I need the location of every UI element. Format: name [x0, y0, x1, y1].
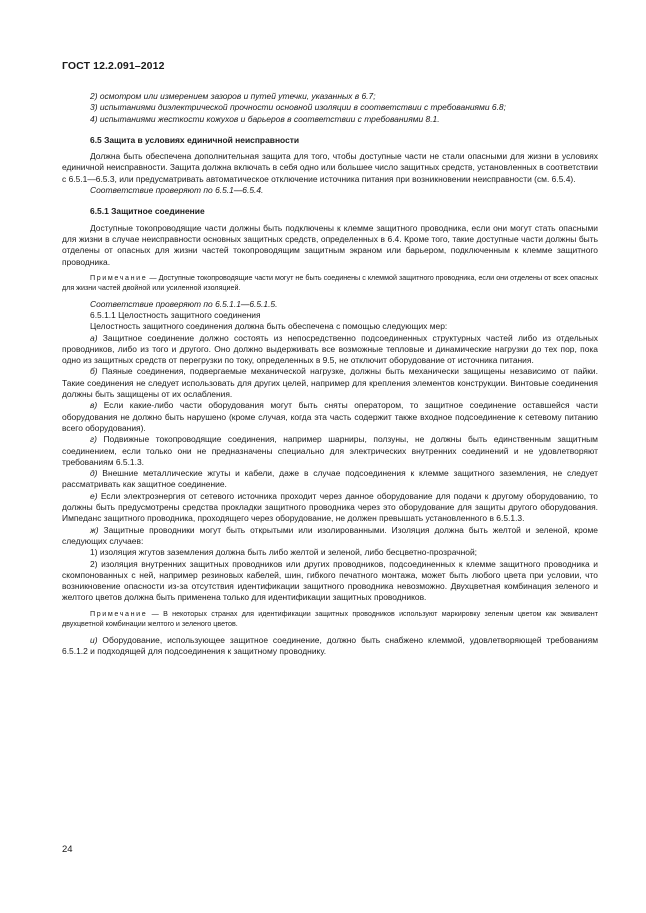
list-item — [62, 635, 598, 658]
item-letter: б) — [90, 366, 98, 377]
item-letter: а) — [90, 332, 98, 343]
note-label: Примечание — [90, 609, 148, 618]
list-item — [62, 333, 598, 367]
item-text: Защитное соединение должно состоять из непосредственно подсоединенных структурных частей либо из отдельных проводников, либо из того и другого. Оно должно выдерживать все возможные тепловые и динамические нагрузки до тех пор, пока одно из защитных средств от перегрузки по току, определенных в 9.5, не отключит оборудование от источника питания. — [62, 332, 598, 366]
item-text: Внешние металлические жгуты и кабели, даже в случае подсоединения к клемме защитного заземления, не следует рассматривать как защитное соединение. — [62, 468, 598, 490]
sub-list-item: 2) изоляция внутренних защитных проводников или других проводников, подсоединенных к клемме защитного проводника и скомпонованных с ней, например резиновых кабелей, шин, гибкого печатного монтажа, может быть любого цвета при условии, что возникновение опасности из-за отсутствия идентификации защитного проводника невозможно. Двухцветная комбинация зеленого и желтого цветов должна быть применена только для идентификации защитных проводников. — [62, 558, 598, 603]
page-number: 24 — [62, 844, 73, 855]
list-item — [62, 468, 598, 491]
standard-header: ГОСТ 12.2.091–2012 — [62, 60, 165, 72]
item-text: Если электроэнергия от сетевого источника проходит через данное оборудование для подачи к другому оборудованию, то должны быть предусмотрены средства прокладки защитного проводника через это оборудование для защиты другого оборудования. Импеданс защитного проводника, проходящего через оборудование, не должен превышать установленного в 6.5.1.3. — [62, 490, 598, 524]
paragraph: Должна быть обеспечена дополнительная защита для того, чтобы доступные части не стали опасными для жизни в условиях единичной неисправности. Защита должна включать в себя одно или большее число защитных средств, установленных в соответствии с 6.5.1—6.5.3, или предусматривать автоматическое отключение источника питания при возникновении неисправности (см. 6.5.4). — [62, 151, 598, 184]
document-body — [62, 91, 598, 657]
subsection-title: 6.5.1.1 Целостность защитного соединения — [90, 309, 261, 320]
note-text: — Доступные токопроводящие части могут не быть соединены с клеммой защитного проводника, если они отделены от всех опасных для жизни частей двойной или усиленной изоляцией. — [62, 273, 598, 293]
item-letter: в) — [90, 400, 98, 411]
paragraph: Целостность защитного соединения должна быть обеспечена с помощью следующих мер: — [90, 321, 448, 332]
paragraph: Доступные токопроводящие части должны быть подключены к клемме защитного проводника, если они могут стать опасными для жизни в случае неисправности основных защитных средств, определенных в 6.4. Кроме того, такие доступные части должны быть отделены от опасных для жизни частей токопроводящим защитным экраном или барьером, подключенным к клемме защитного проводника. — [62, 222, 598, 267]
item-text: Подвижные токопроводящие соединения, например шарниры, ползуны, не должны быть единственным защитным соединением, если только они не предназначены специально для электрических внутренних соединений и не удовлетворяют требованиям 6.5.1.3. — [62, 434, 598, 467]
note — [62, 273, 598, 294]
item-letter: г) — [90, 434, 97, 445]
item-text: Если какие-либо части оборудования могут быть сняты оператором, то защитное соединение оставшейся части оборудования не должно быть нарушено (кроме случая, когда эта часть содержит также входное подсоединение к сетевому питанию всего оборудования). — [62, 400, 598, 433]
list-item: 4) испытаниями жесткости кожухов и барьеров в соответствии с требованиями 8.1. — [90, 113, 440, 124]
item-letter: и) — [90, 634, 98, 645]
list-item: 3) испытаниями диэлектрической прочности основной изоляции в соответствии с требованиями 6.8; — [90, 102, 506, 113]
item-letter: е) — [90, 490, 98, 501]
list-item — [62, 366, 598, 400]
section-heading: 6.5.1 Защитное соединение — [90, 206, 205, 217]
item-letter: д) — [90, 468, 98, 479]
list-item: 2) осмотром или измерением зазоров и путей утечки, указанных в 6.7; — [90, 91, 376, 101]
note-label: Примечание — [90, 273, 148, 282]
sub-list-item: 1) изоляция жгутов заземления должна быть либо желтой и зеленой, либо бесцветно-прозрачной; — [90, 547, 478, 558]
item-text: Оборудование, использующее защитное соединение, должно быть снабжено клеммой, удовлетворяющей требованиям 6.5.1.2 и подходящей для подсоединения к защитному проводнику. — [62, 634, 598, 656]
item-letter: ж) — [90, 524, 99, 535]
list-item — [62, 434, 598, 468]
item-text: Паяные соединения, подвергаемые механической нагрузке, должны быть механически защищены независимо от пайки. Такие соединения не следует использовать для других целей, например для крепления элементов конструкции. Винтовые соединения должны быть защищены от их ослабления. — [62, 366, 598, 400]
compliance-text: Соответствие проверяют по 6.5.1—6.5.4. — [90, 185, 264, 196]
list-item — [62, 491, 598, 525]
note-text: — В некоторых странах для идентификации защитных проводников используют маркировку зеленым цветом как эквивалент двухцветной комбинации желтого и зеленого цветов. — [62, 609, 598, 629]
list-item — [62, 400, 598, 434]
section-heading: 6.5 Защита в условиях единичной неисправности — [90, 134, 300, 145]
compliance-text: Соответствие проверяют по 6.5.1.1—6.5.1.5. — [90, 298, 278, 309]
list-item — [62, 525, 598, 548]
item-text: Защитные проводники могут быть открытыми или изолированными. Изоляция должна быть желтой и зеленой, кроме следующих случаев: — [62, 524, 598, 546]
note — [62, 609, 598, 630]
